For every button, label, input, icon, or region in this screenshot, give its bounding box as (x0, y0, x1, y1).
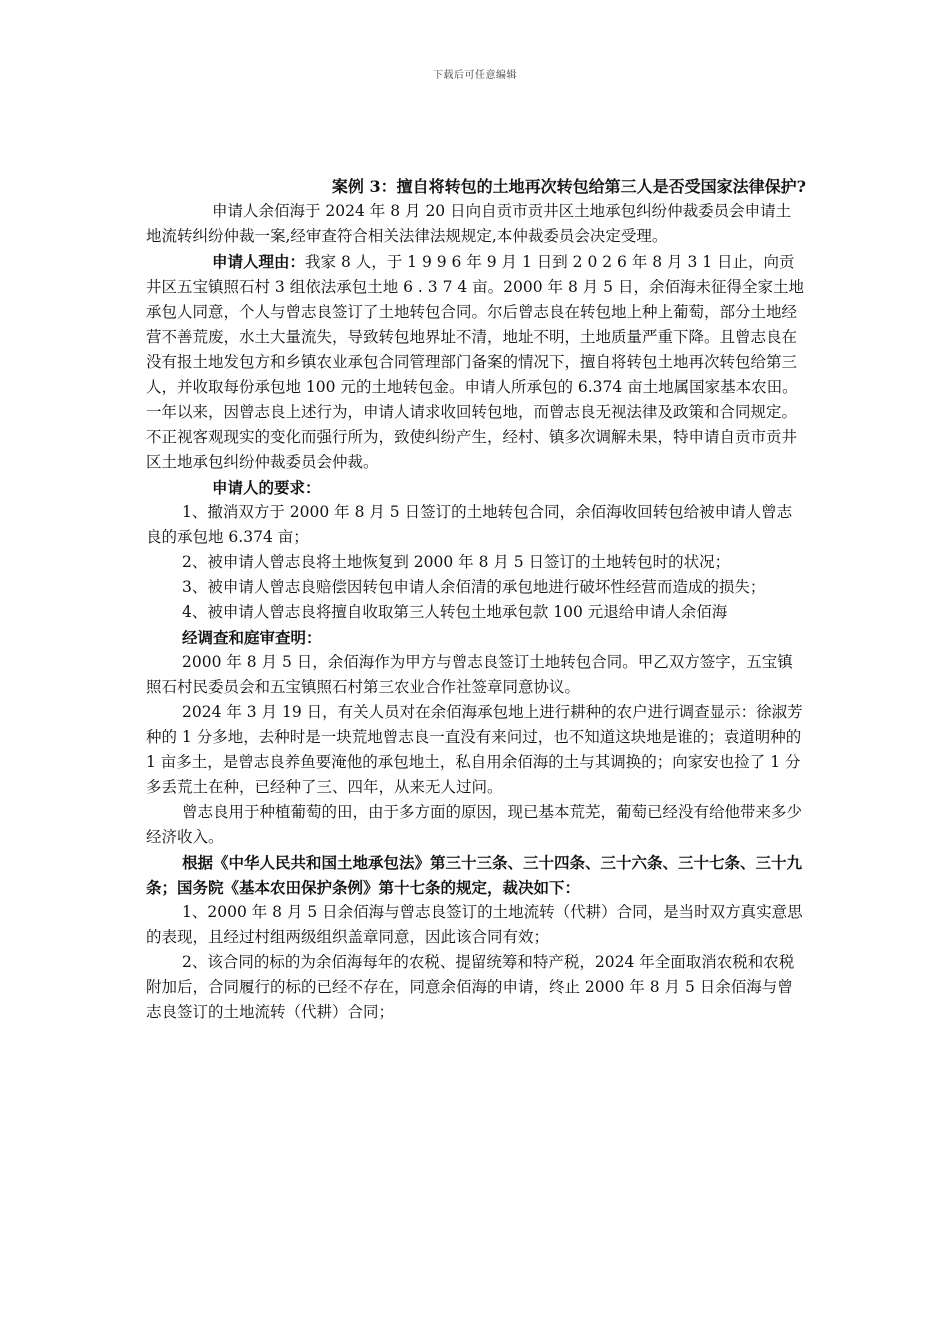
intro-paragraph: 申请人余佰海于 2024 年 8 月 20 日向自贡市贡井区土地承包纠纷仲裁委员会申请土地流转纠纷仲裁一案,经审查符合相关法律法规规定,本仲裁委员会决定受理。 (146, 202, 792, 245)
findings-label: 经调查和庭审查明： (182, 628, 322, 647)
request-item: 4、被申请人曾志良将擅自收取第三人转包土地承包款 100 元退给申请人余佰海 (182, 603, 728, 621)
document-body (146, 174, 806, 1025)
case-title: 案例 3：擅自将转包的土地再次转包给第三人是否受国家法律保护? (331, 177, 806, 196)
legal-basis: 根据《中华人民共和国土地承包法》第三十三条、三十四条、三十六条、三十七条、三十九条；国务院《基本农田保护条例》第十七条的规定，裁决如下： (146, 853, 803, 897)
requests-label: 申请人的要求： (212, 478, 321, 497)
ruling-item: 1、2000 年 8 月 5 日余佰海与曾志良签订的土地流转（代耕）合同，是当时双方真实意思的表现，且经过村组两级组织盖章同意，因此该合同有效； (146, 903, 803, 946)
reason-label: 申请人理由： (212, 252, 306, 271)
request-item: 2、被申请人曾志良将土地恢复到 2000 年 8 月 5 日签订的土地转包时的状况； (182, 553, 731, 571)
reason-paragraph (146, 249, 806, 475)
ruling-item: 2、该合同的标的为余佰海每年的农税、提留统筹和特产税，2024 年全面取消农税和农税附加后，合同履行的标的已经不存在，同意余佰海的申请，终止 2000 年 8 月 5 日余佰海与曾志良签订的土地流转（代耕）合同； (146, 953, 795, 1021)
page-header: 下载后可任意编辑 (433, 70, 517, 81)
request-item: 3、被申请人曾志良赔偿因转包申请人余佰清的承包地进行破坏性经营而造成的损失； (182, 578, 766, 596)
finding-paragraph: 曾志良用于种植葡萄的田，由于多方面的原因，现已基本荒芜，葡萄已经没有给他带来多少经济收入。 (146, 803, 803, 846)
finding-paragraph: 2024 年 3 月 19 日，有关人员对在余佰海承包地上进行耕种的农户进行调查显示：徐淑芳种的 1 分多地，去种时是一块荒地曾志良一直没有来问过，也不知道这块地是谁的；袁道明种的 1 亩多土，是曾志良养鱼要淹他的承包地土，私自用余佰海的土与其调换的；向家安也捡了 1 分多丢荒土在种，已经种了三、四年，从来无人过问。 (146, 703, 803, 796)
reason-text: 我家 8 人，于 1 9 9 6 年 9 月 1 日到 2 0 2 6 年 8 月 3 1 日止，向贡井区五宝镇照石村 3 组依法承包土地 6 . 3 7 4 亩。2000 年 8 月 5 日，余佰海未征得全家土地承包人同意，个人与曾志良签订了土地转包合同。尔后曾志良在转包地上种上葡萄，部分土地经营不善荒废，水土大量流失，导致转包地界址不清，地址不明，土地质量严重下降。且曾志良在没有报土地发包方和乡镇农业承包合同管理部门备案的情况下，擅自将转包土地再次转包给第三人，并收取每份承包地 100 元的土地转包金。申请人所承包的 6.374 亩土地属国家基本农田。一年以来，因曾志良上述行为，申请人请求收回转包地，而曾志良无视法律及政策和合同规定。不正视客观现实的变化而强行所为，致使纠纷产生，经村、镇多次调解未果，特申请自贡市贡井区土地承包纠纷仲裁委员会仲裁。 (146, 253, 804, 471)
request-item: 1、撤消双方于 2000 年 8 月 5 日签订的土地转包合同，余佰海收回转包给被申请人曾志良的承包地 6.374 亩； (146, 503, 793, 546)
finding-paragraph: 2000 年 8 月 5 日，余佰海作为甲方与曾志良签订土地转包合同。甲乙双方签字，五宝镇照石村民委员会和五宝镇照石村第三农业合作社签章同意协议。 (146, 653, 793, 696)
